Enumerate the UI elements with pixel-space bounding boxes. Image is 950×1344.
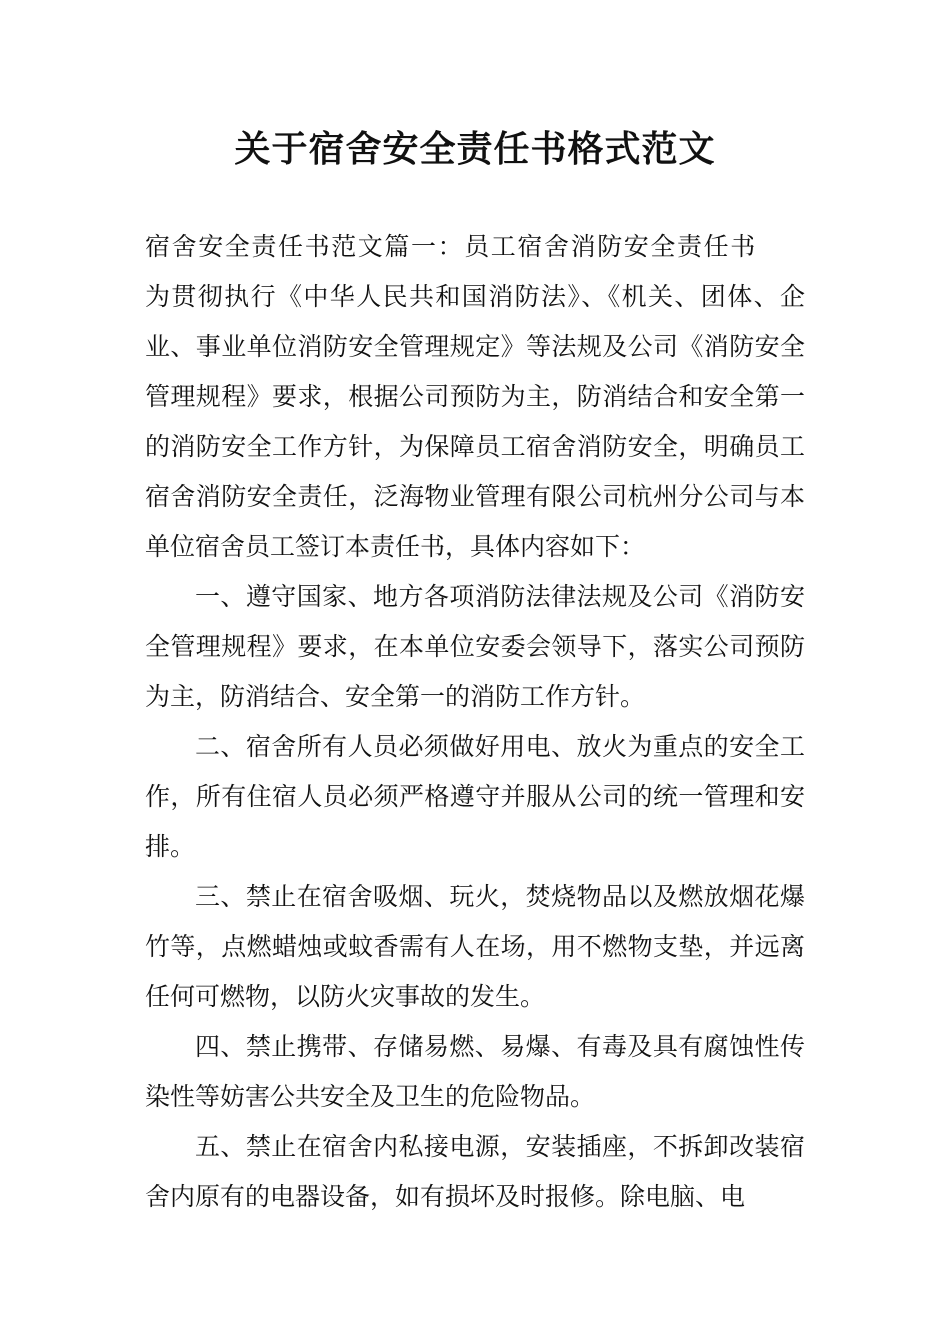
paragraph-item-5: 五、禁止在宿舍内私接电源，安装插座，不拆卸改装宿舍内原有的电器设备，如有损坏及时报修。除电脑、电	[145, 1132, 805, 1211]
document-body	[145, 222, 805, 1222]
document-title: 关于宿舍安全责任书格式范文	[234, 129, 716, 170]
paragraph-item-1: 一、遵守国家、地方各项消防法律法规及公司《消防安全管理规程》要求，在本单位安委会领导下，落实公司预防为主，防消结合、安全第一的消防工作方针。	[145, 582, 805, 711]
paragraph-heading: 宿舍安全责任书范文篇一：员工宿舍消防安全责任书	[145, 232, 757, 261]
paragraph-intro: 为贯彻执行《中华人民共和国消防法》、《机关、团体、企业、事业单位消防安全管理规定》等法规及公司《消防安全管理规程》要求，根据公司预防为主，防消结合和安全第一的消防安全工作方针，为保障员工宿舍消防安全，明确员工宿舍消防安全责任，泛海物业管理有限公司杭州分公司与本单位宿舍员工签订本责任书，具体内容如下：	[145, 282, 805, 561]
paragraph-item-4: 四、禁止携带、存储易燃、易爆、有毒及具有腐蚀性传染性等妨害公共安全及卫生的危险物品。	[145, 1032, 805, 1111]
paragraph-item-2: 二、宿舍所有人员必须做好用电、放火为重点的安全工作，所有住宿人员必须严格遵守并服从公司的统一管理和安排。	[145, 732, 805, 861]
paragraph-item-3: 三、禁止在宿舍吸烟、玩火，焚烧物品以及燃放烟花爆竹等，点燃蜡烛或蚊香需有人在场，用不燃物支垫，并远离任何可燃物，以防火灾事故的发生。	[145, 882, 805, 1011]
